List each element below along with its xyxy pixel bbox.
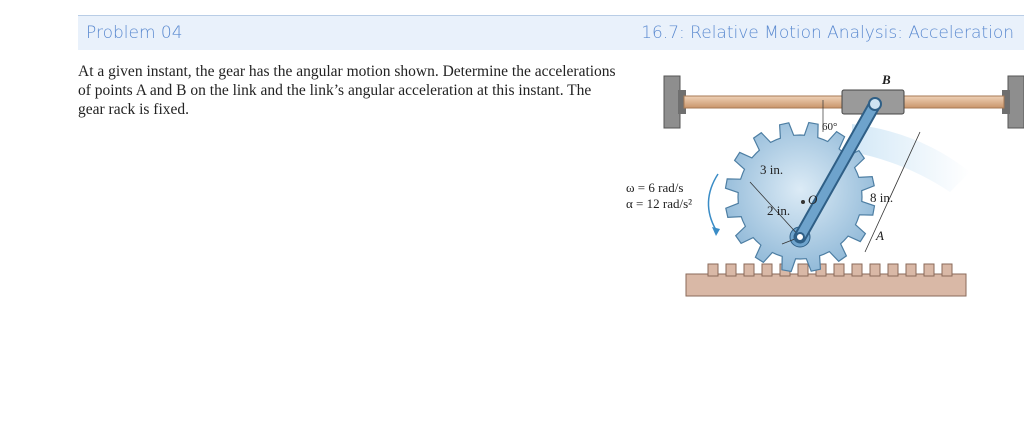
angle-label: 60° (822, 121, 838, 133)
rack-tooth (852, 264, 862, 276)
dim-3in: 3 in. (760, 162, 784, 177)
problem-label: Problem 04 (86, 23, 183, 43)
rack-tooth (744, 264, 754, 276)
rack-tooth (834, 264, 844, 276)
label-a: A (876, 228, 884, 243)
rack-tooth (762, 264, 772, 276)
rack-tooth (942, 264, 952, 276)
rack-tooth (924, 264, 934, 276)
left-support (664, 76, 686, 128)
section-header (78, 15, 1024, 50)
gear-rack (686, 264, 966, 296)
rack-tooth (888, 264, 898, 276)
section-title: 16.7: Relative Motion Analysis: Acceleration (641, 23, 1014, 43)
label-b: B (882, 72, 891, 87)
rack-tooth (726, 264, 736, 276)
rack-tooth (798, 264, 808, 276)
right-support (1002, 76, 1024, 128)
alpha-label: α = 12 rad/s² (626, 196, 693, 211)
omega-label: ω = 6 rad/s (626, 180, 684, 195)
rack-tooth (870, 264, 880, 276)
dim-8in: 8 in. (870, 190, 894, 205)
rack-tooth (906, 264, 916, 276)
problem-statement: At a given instant, the gear has the angular motion shown. Determine the accelerations of points A and B on the link and the link’s angular acceleration at this instant. The gear rack is fixed. (78, 63, 616, 118)
gear-link-diagram (620, 62, 1024, 307)
problem-figure (620, 62, 1024, 307)
dim-2in: 2 in. (767, 203, 791, 218)
rack-tooth (708, 264, 718, 276)
rotation-arrow (708, 174, 718, 230)
label-o: O (808, 192, 818, 207)
